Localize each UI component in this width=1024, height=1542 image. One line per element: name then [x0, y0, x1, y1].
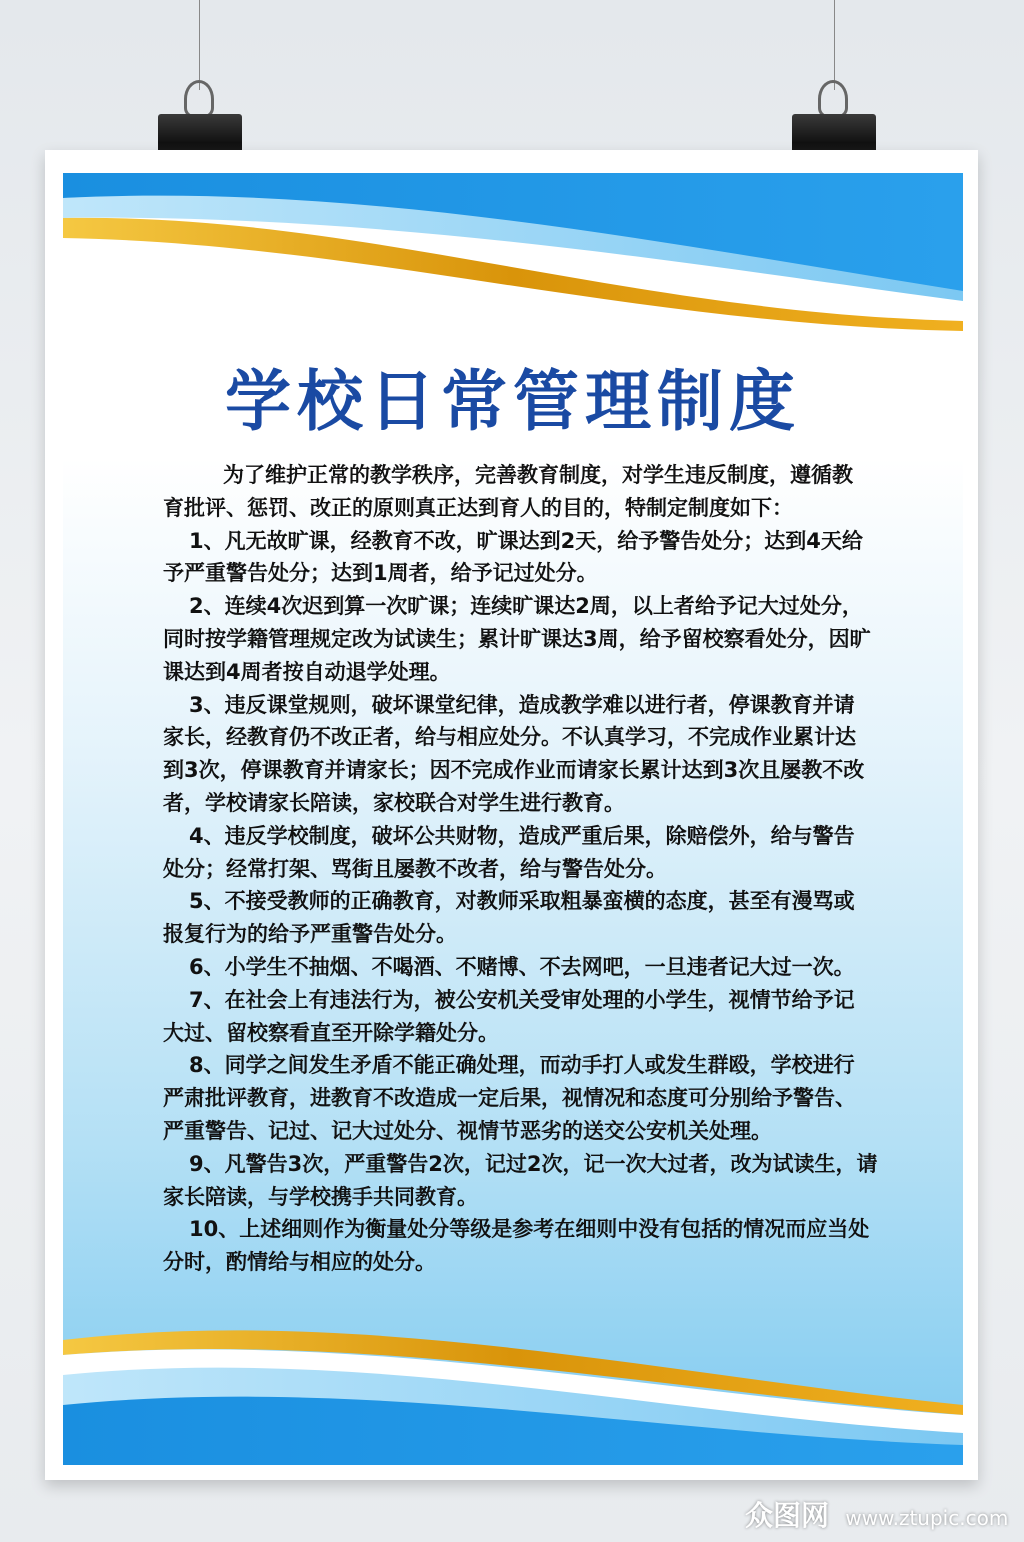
text-line: 同时按学籍管理规定改为试读生；累计旷课达3周，给予留校察看处分，因旷 — [163, 626, 871, 651]
text-line: 严肃批评教育，进教育不改造成一定后果，视情况和态度可分别给予警告、 — [163, 1086, 856, 1111]
rule-item — [163, 1049, 883, 1147]
text-line: 报复行为的给予严重警告处分。 — [163, 922, 457, 947]
text-line: 为了维护正常的教学秩序，完善教育制度，对学生违反制度，遵循教 — [223, 463, 853, 487]
watermark-logo: 众图网 — [745, 1499, 830, 1532]
text-line: 4、违反学校制度，破坏公共财物，造成严重后果，除赔偿外，给与警告 — [189, 823, 855, 848]
watermark — [745, 1494, 1008, 1534]
rule-item — [163, 1148, 883, 1214]
text-line: 2、连续4次迟到算一次旷课；连续旷课达2周，以上者给予记大过处分， — [189, 594, 863, 619]
text-line: 7、在社会上有违法行为，被公安机关受审处理的小学生，视情节给予记 — [189, 987, 855, 1012]
text-line: 9、凡警告3次，严重警告2次，记过2次，记一次大过者，改为试读生，请 — [189, 1151, 878, 1176]
rule-item — [163, 984, 883, 1050]
bottom-wave-decoration — [63, 1315, 963, 1465]
text-line: 育批评、惩罚、改正的原则真正达到育人的目的，特制定制度如下： — [163, 495, 793, 520]
text-line: 10、上述细则作为衡量处分等级是参考在细则中没有包括的情况而应当处 — [189, 1217, 870, 1242]
intro-paragraph — [163, 459, 883, 525]
text-line: 予严重警告处分；达到1周者，给予记过处分。 — [163, 561, 598, 586]
rule-item — [163, 1213, 883, 1279]
text-line: 到3次，停课教育并请家长；因不完成作业而请家长累计达到3次且屡教不改 — [163, 758, 865, 783]
text-line: 6、小学生不抽烟、不喝酒、不赌博、不去网吧，一旦违者记大过一次。 — [189, 954, 855, 979]
text-line: 5、不接受教师的正确教育，对教师采取粗暴蛮横的态度，甚至有漫骂或 — [189, 889, 855, 914]
text-line: 者，学校请家长陪读，家校联合对学生进行教育。 — [163, 790, 625, 815]
top-wave-decoration — [63, 173, 963, 343]
text-line: 大过、留校察看直至开除学籍处分。 — [163, 1020, 499, 1045]
text-line: 家长，经教育仍不改正者，给与相应处分。不认真学习，不完成作业累计达 — [163, 725, 856, 750]
text-line: 课达到4周者按自动退学处理。 — [163, 659, 451, 684]
hanging-string-right — [834, 0, 835, 90]
text-line: 分时，酌情给与相应的处分。 — [163, 1250, 436, 1275]
rule-item — [163, 951, 883, 984]
rule-item — [163, 885, 883, 951]
text-line: 处分；经常打架、骂街且屡教不改者，给与警告处分。 — [163, 856, 667, 881]
rule-item — [163, 525, 883, 591]
page-title: 学校日常管理制度 — [225, 363, 801, 440]
rule-item — [163, 590, 883, 688]
poster-artwork — [63, 173, 963, 1465]
text-line: 严重警告、记过、记大过处分、视情节恶劣的送交公安机关处理。 — [163, 1118, 772, 1143]
rule-item — [163, 820, 883, 886]
text-line: 3、违反课堂规则，破坏课堂纪律，造成教学难以进行者，停课教育并请 — [189, 692, 855, 717]
watermark-url: www.ztupic.com — [845, 1506, 1009, 1530]
text-line: 1、凡无故旷课，经教育不改，旷课达到2天，给予警告处分；达到4天给 — [189, 528, 863, 553]
rules-body — [163, 459, 883, 1279]
poster-board — [45, 150, 978, 1480]
hanging-string-left — [199, 0, 200, 90]
text-line: 家长陪读，与学校携手共同教育。 — [163, 1184, 478, 1209]
rule-item — [163, 689, 883, 820]
text-line: 8、同学之间发生矛盾不能正确处理，而动手打人或发生群殴，学校进行 — [189, 1053, 855, 1078]
